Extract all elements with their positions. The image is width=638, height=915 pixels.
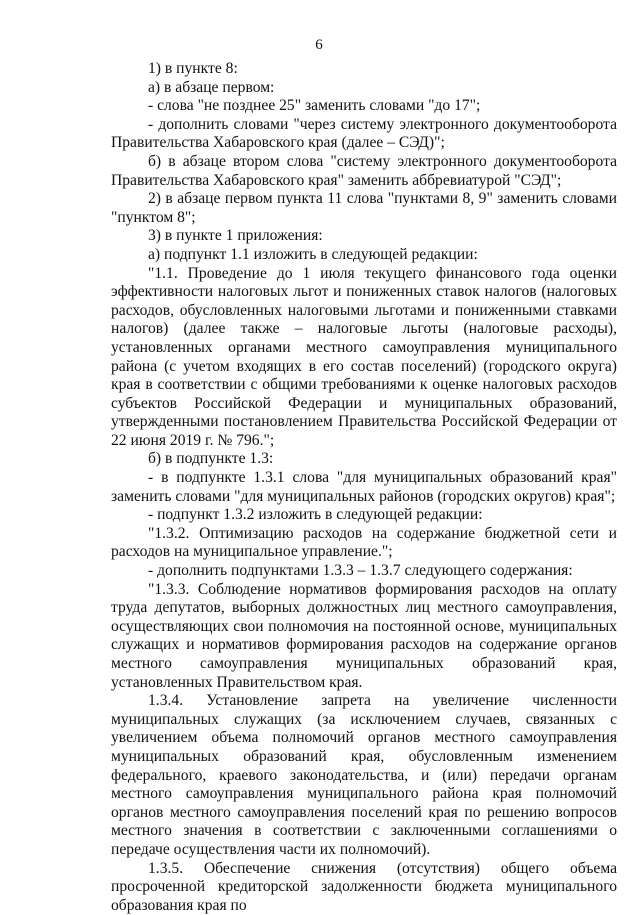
paragraph: 2) в абзаце первом пункта 11 слова "пунктами 8, 9" заменить словами "пунктом 8"; [111, 190, 617, 226]
paragraph: - дополнить подпунктами 1.3.3 – 1.3.7 следующего содержания: [148, 562, 573, 580]
paragraph: 1.3.5. Обеспечение снижения (отсутствия) общего объема просроченной кредиторской задолженности бюджета муниципального образования края по [111, 859, 617, 914]
page-number: 6 [315, 37, 323, 53]
paragraph: 3) в пункте 1 приложения: [148, 227, 323, 245]
paragraph: - подпункт 1.3.2 изложить в следующей редакции: [148, 506, 483, 524]
document-body [111, 60, 617, 915]
paragraph: "1.3.2. Оптимизацию расходов на содержание бюджетной сети и расходов на муниципальное управление."; [111, 524, 617, 561]
paragraph: а) в абзаце первом: [148, 78, 275, 96]
paragraph: а) подпункт 1.1 изложить в следующей редакции: [148, 245, 478, 263]
paragraph: - слова "не позднее 25" заменить словами "до 17"; [148, 97, 481, 115]
paragraph: б) в подпункте 1.3: [148, 450, 274, 468]
paragraph: 1.3.4. Установление запрета на увеличение численности муниципальных служащих (за исключением случаев, связанных с увеличением объема полномочий органов местного самоуправления муниципальных образований края, обусловленным изменением федерального, краевого законодательства, и (или) передачи органам местного самоуправления муниципального района края полномочий органов местного самоуправления поселений края по решению вопросов местного значения в соответствии с заключенными соглашениями о передаче осуществления части их полномочий). [111, 692, 617, 858]
paragraph: б) в абзаце втором слова "систему электронного документооборота Правительства Хабаровского края" заменить аббревиатурой "СЭД"; [111, 152, 617, 189]
paragraph: - в подпункте 1.3.1 слова "для муниципальных образований края" заменить словами "для муниципальных районов (городских округов) края"; [111, 469, 617, 505]
paragraph: "1.3.3. Соблюдение нормативов формирования расходов на оплату труда депутатов, выборных должностных лиц местного самоуправления, осуществляющих свои полномочия на постоянной основе, муниципальных служащих и нормативов формирования расходов на содержание органов местного самоуправления муниципальных образований края, установленных Правительством края. [111, 580, 617, 691]
paragraph: "1.1. Проведение до 1 июля текущего финансового года оценки эффективности налоговых льгот и пониженных ставок налогов (налоговых расходов, обусловленных налоговыми льготами и пониженными ставками налогов) (далее также – налоговые льготы (налоговые расходы), установленных органами местного самоуправления муниципального района (с учетом входящих в его состав поселений) (городского округа) края в соответствии с общими требованиями к оценке налоговых расходов субъектов Российской Федерации и муниципальных образований, утвержденными постановлением Правительства Российской Федерации от 22 июня 2019 г. № 796."; [111, 264, 617, 449]
paragraph: 1) в пункте 8: [148, 60, 238, 77]
paragraph: - дополнить словами "через систему электронного документооборота Правительства Хабаровского края (далее – СЭД)"; [111, 115, 617, 152]
